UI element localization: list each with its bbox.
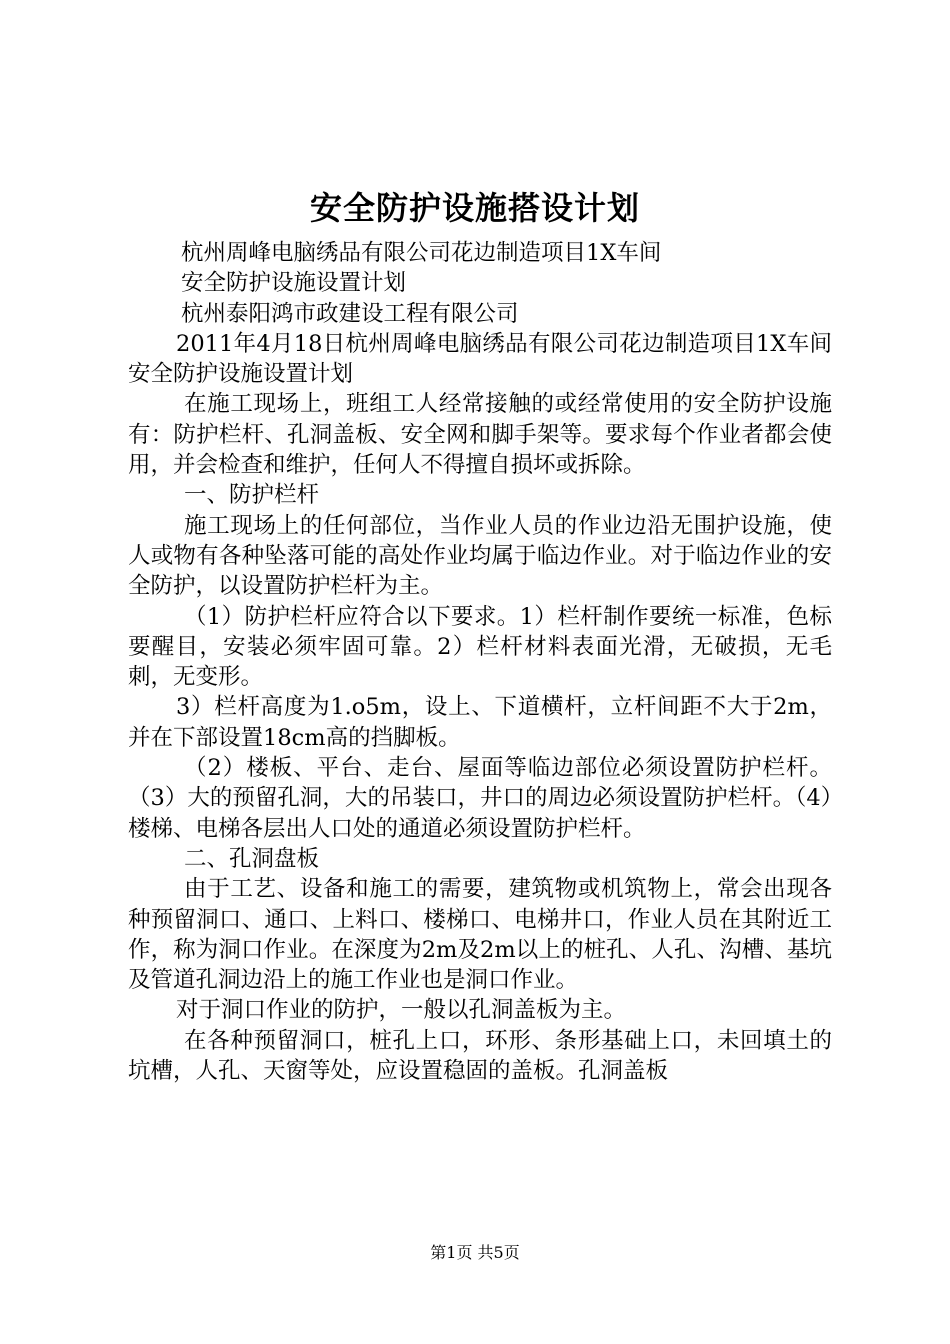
paragraph-date-line: 2011年4月18日杭州周峰电脑绣品有限公司花边制造项目1X车间安全防护设施设置计划 — [128, 330, 832, 388]
paragraph-project-name: 杭州周峰电脑绣品有限公司花边制造项目1X车间 — [181, 240, 662, 266]
document-title: 安全防护设施搭设计划 — [309, 189, 640, 227]
paragraph-cover-requirements: 在各种预留洞口，桩孔上口，环形、条形基础上口，未回填土的坑槽，人孔、天窗等处，应设置稳固的盖板。孔洞盖板 — [128, 1027, 832, 1085]
paragraph-company: 杭州泰阳鸿市政建设工程有限公司 — [181, 300, 519, 327]
paragraph-railings-req-2: 3）栏杆高度为1.o5m，设上、下道横杆，立杆间距不大于2m，并在下部设置18cm高的挡脚板。 — [128, 694, 832, 751]
paragraph-railings-intro: 施工现场上的任何部位，当作业人员的作业边沿无围护设施，使人或物有各种坠落可能的高处作业均属于临边作业。对于临边作业的安全防护，以设置防护栏杆为主。 — [128, 512, 832, 600]
paragraph-openings: 由于工艺、设备和施工的需要，建筑物或机筑物上，常会出现各种预留洞口、通口、上料口、楼梯口、电梯井口，作业人员在其附近工作，称为洞口作业。在深度为2m及2m以上的桩孔、人孔、沟槽、基坑及管道孔洞边沿上的施工作业也是洞口作业。 — [128, 876, 832, 994]
section-heading-hole-covers: 二、孔洞盘板 — [184, 845, 320, 872]
paragraph-intro: 在施工现场上，班组工人经常接触的或经常使用的安全防护设施有：防护栏杆、孔洞盖板、安全网和脚手架等。要求每个作业者都会使用，并会检查和维护，任何人不得擅自损坏或拆除。 — [128, 391, 832, 479]
paragraph-railings-req-1: （1）防护栏杆应符合以下要求。1）栏杆制作要统一标准，色标要醒目，安装必须牢固可靠。2）栏杆材料表面光滑，无破损，无毛刺，无变形。 — [128, 603, 832, 691]
paragraph-opening-protection: 对于洞口作业的防护，一般以孔洞盖板为主。 — [176, 997, 627, 1024]
paragraph-plan-name: 安全防护设施设置计划 — [181, 270, 407, 297]
paragraph-railings-req-3: （2）楼板、平台、走台、屋面等临边部位必须设置防护栏杆。（3）大的预留孔洞，大的吊装口，井口的周边必须设置防护栏杆。（4）楼梯、电梯各层出人口处的通道必须设置防护栏杆。 — [128, 755, 832, 842]
document-body — [128, 238, 832, 1086]
page-number-footer: 第1页 共5页 — [430, 1243, 520, 1262]
section-heading-railings: 一、防护栏杆 — [184, 482, 320, 509]
